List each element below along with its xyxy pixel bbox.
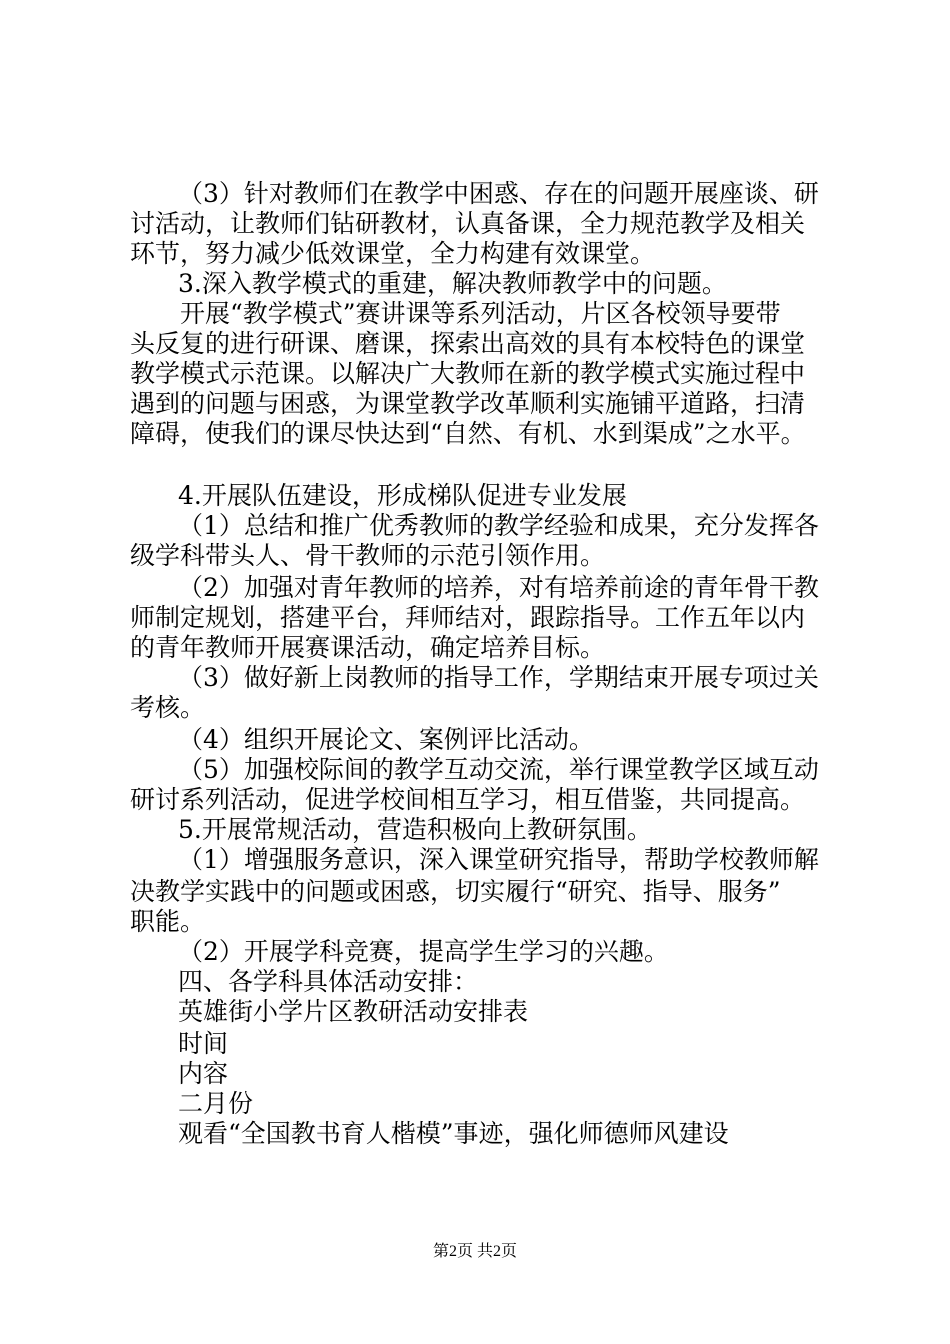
text-line-13: （2）加强对青年教师的培养，对有培养前途的青年骨干教 bbox=[178, 573, 819, 602]
text-line-9: 障碍，使我们的课尽快达到“自然、有机、水到渠成”之水平。 bbox=[130, 419, 806, 448]
page-footer: 第2页 共2页 bbox=[432, 1243, 517, 1260]
text-line-30: 二月份 bbox=[178, 1089, 254, 1118]
text-line-17: 考核。 bbox=[130, 693, 206, 722]
text-line-6: 头反复的进行研课、磨课，探索出高效的具有本校特色的课堂 bbox=[130, 329, 806, 358]
text-line-12: 级学科带头人、骨干教师的示范引领作用。 bbox=[130, 541, 606, 570]
text-line-7: 教学模式示范课。以解决广大教师在新的教学模式实施过程中 bbox=[130, 359, 806, 388]
text-line-2: 讨活动，让教师们钻研教材，认真备课，全力规范教学及相关 bbox=[130, 209, 806, 238]
text-line-15: 的青年教师开展赛课活动，确定培养目标。 bbox=[130, 633, 606, 662]
text-line-31: 观看“全国教书育人楷模”事迹，强化师德师风建设 bbox=[178, 1119, 729, 1148]
text-line-8: 遇到的问题与困惑，为课堂教学改革顺利实施铺平道路，扫清 bbox=[130, 389, 806, 418]
text-line-26: 四、各学科具体活动安排： bbox=[178, 967, 479, 996]
text-line-27: 英雄街小学片区教研活动安排表 bbox=[178, 997, 529, 1026]
text-line-24: 职能。 bbox=[130, 907, 206, 936]
text-line-4: 3.深入教学模式的重建，解决教师教学中的问题。 bbox=[178, 269, 727, 298]
text-line-16: （3）做好新上岗教师的指导工作，学期结束开展专项过关 bbox=[178, 663, 819, 692]
text-line-20: 研讨系列活动，促进学校间相互学习，相互借鉴，共同提高。 bbox=[130, 785, 806, 814]
text-line-23: 决教学实践中的问题或困惑，切实履行“研究、指导、服务” bbox=[130, 877, 781, 906]
text-line-10: 4.开展队伍建设，形成梯队促进专业发展 bbox=[178, 481, 627, 510]
text-line-22: （1）增强服务意识，深入课堂研究指导，帮助学校教师解 bbox=[178, 845, 819, 874]
text-line-25: （2）开展学科竞赛，提高学生学习的兴趣。 bbox=[178, 937, 669, 966]
text-line-5: 开展“教学模式”赛讲课等系列活动，片区各校领导要带 bbox=[180, 299, 781, 328]
text-line-21: 5.开展常规活动，营造积极向上教研氛围。 bbox=[178, 815, 652, 844]
text-line-11: （1）总结和推广优秀教师的教学经验和成果，充分发挥各 bbox=[178, 511, 819, 540]
text-line-1: （3）针对教师们在教学中困惑、存在的问题开展座谈、研 bbox=[178, 179, 819, 208]
text-line-14: 师制定规划，搭建平台，拜师结对，跟踪指导。工作五年以内 bbox=[130, 603, 806, 632]
text-line-3: 环节，努力减少低效课堂，全力构建有效课堂。 bbox=[130, 239, 656, 268]
text-line-18: （4）组织开展论文、案例评比活动。 bbox=[178, 725, 594, 754]
text-line-29: 内容 bbox=[178, 1059, 229, 1088]
text-line-28: 时间 bbox=[178, 1029, 229, 1058]
text-line-19: （5）加强校际间的教学互动交流，举行课堂教学区域互动 bbox=[178, 755, 819, 784]
